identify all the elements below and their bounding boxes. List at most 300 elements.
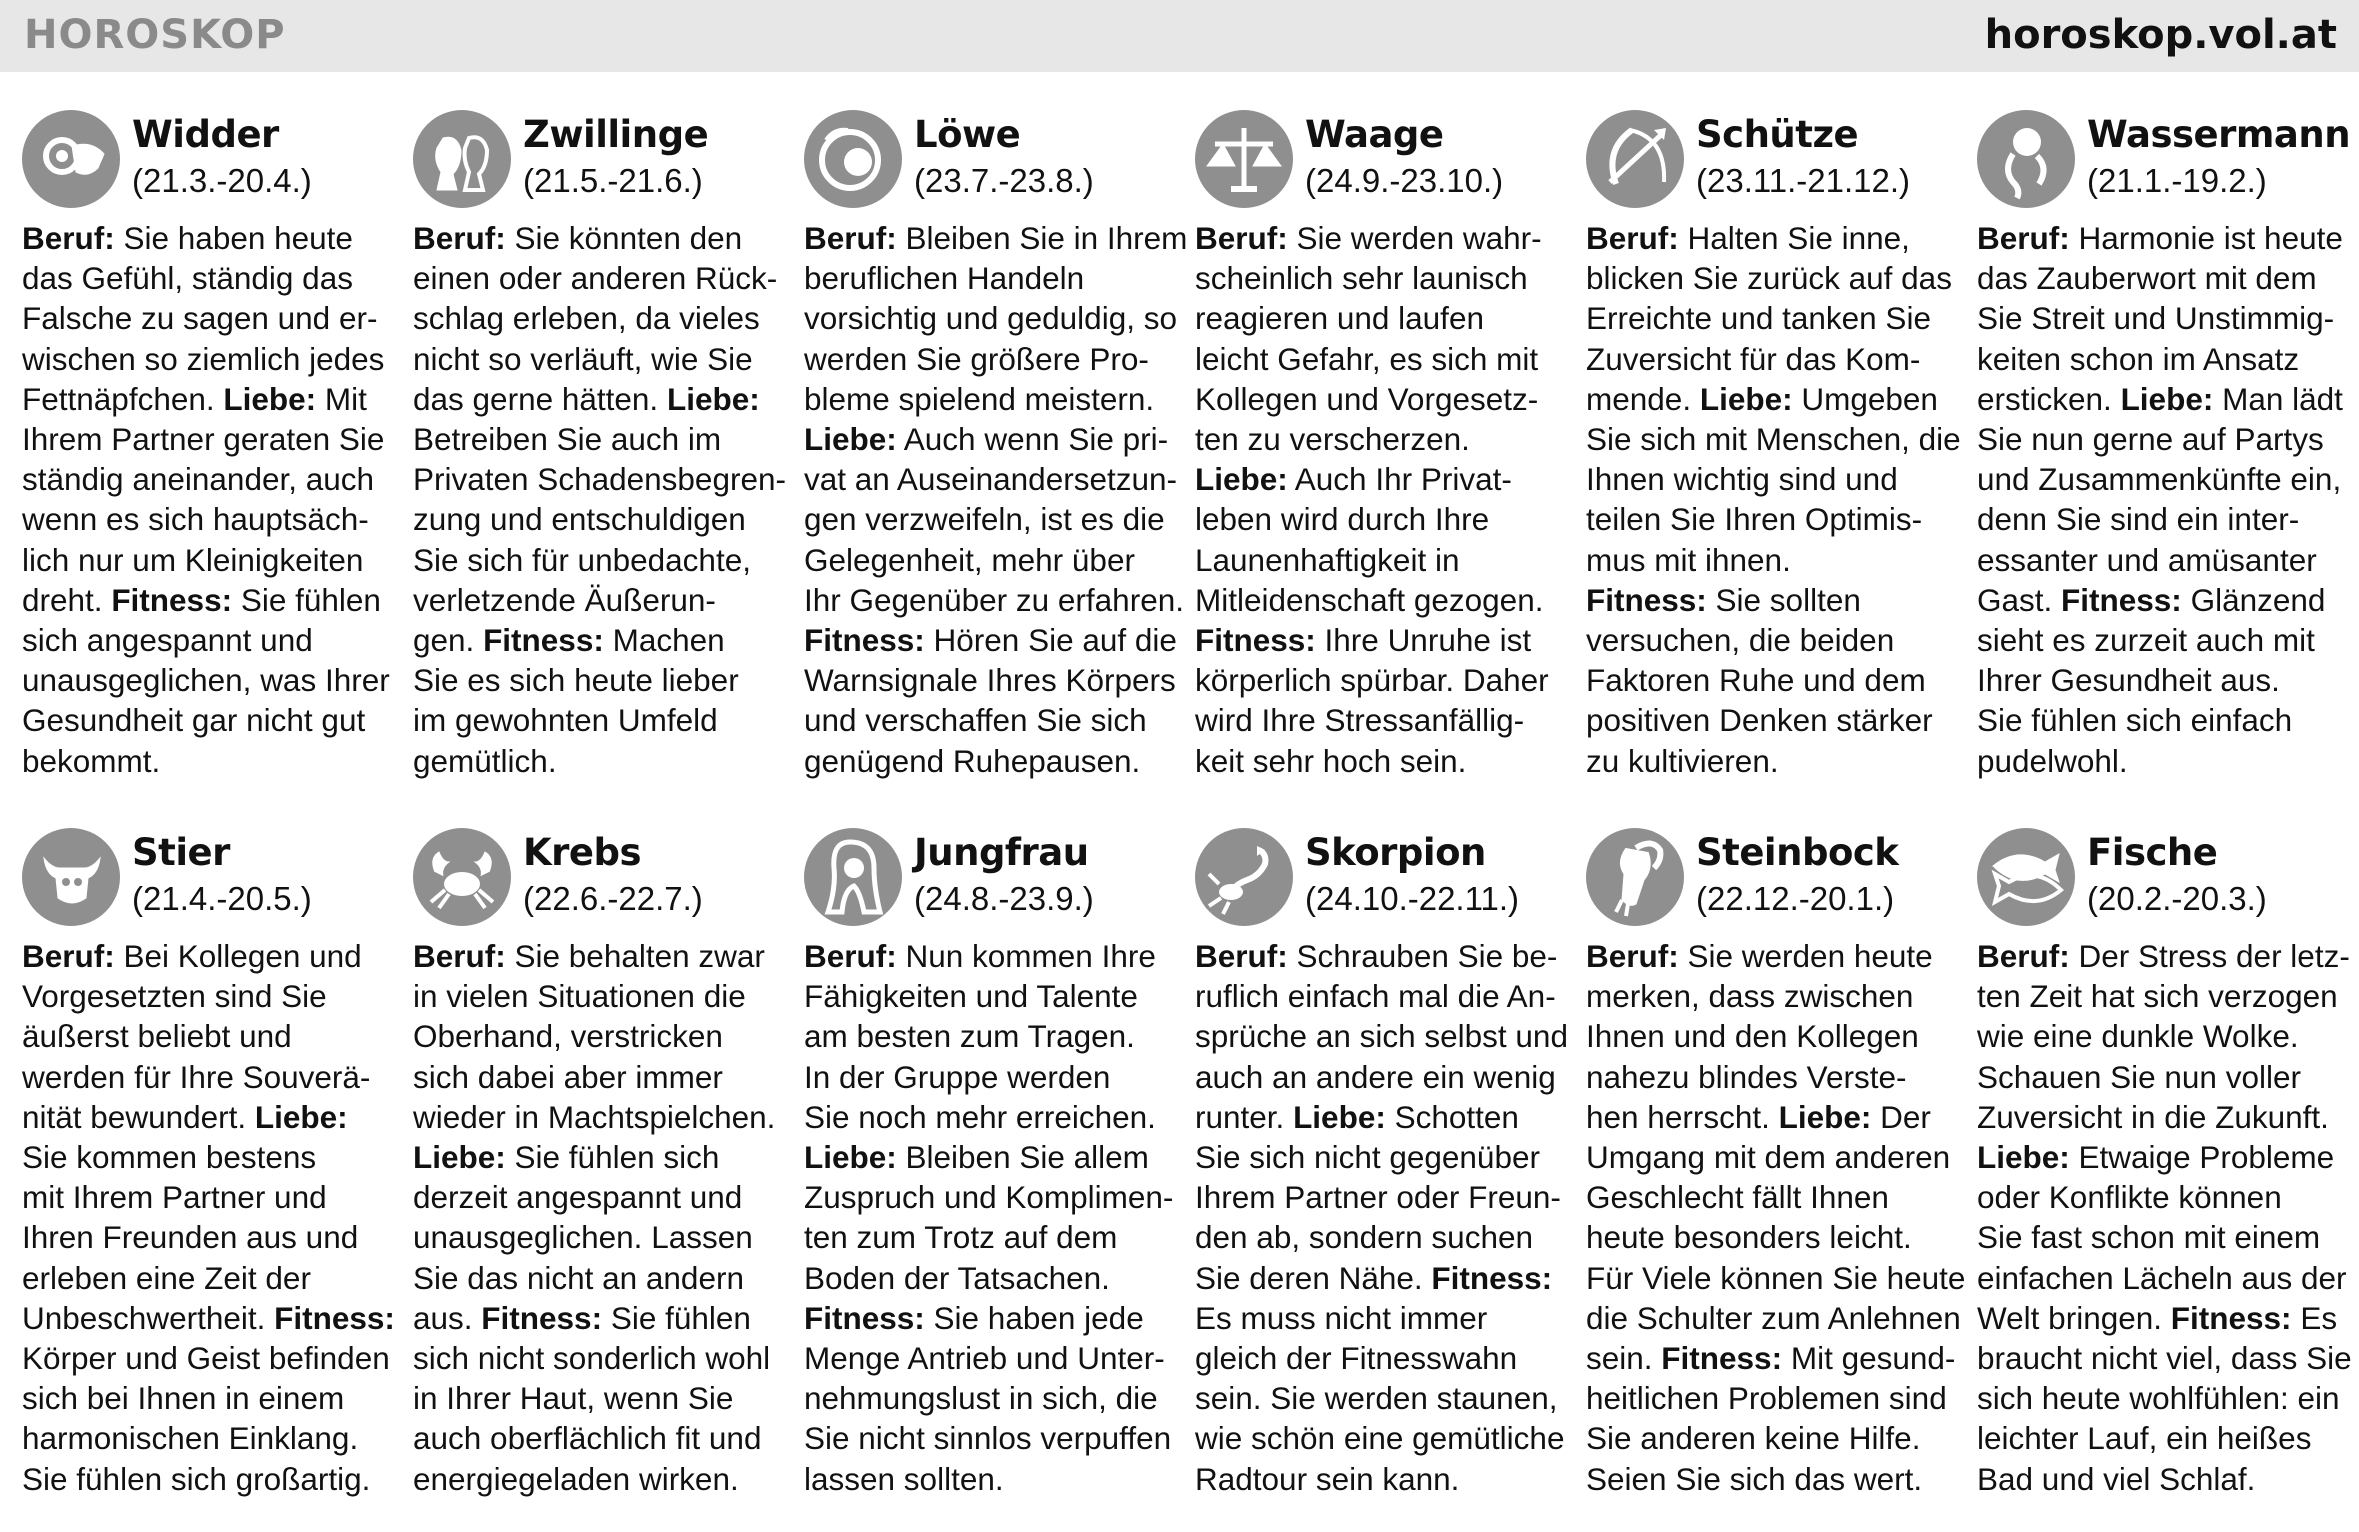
sign-name: Jungfrau <box>914 831 1089 874</box>
text-segment: ständig aneinander, auch <box>22 461 375 498</box>
text-segment: ersticken. <box>1977 380 2121 417</box>
sign-text <box>413 936 804 1499</box>
text-segment: sieht es zurzeit auch mit <box>1977 622 2315 659</box>
text-segment: sich angespannt und <box>22 622 313 659</box>
text-segment: ruflich einfach mal die An- <box>1195 978 1556 1015</box>
text-segment: Bleiben Sie in Ihrem <box>896 220 1188 256</box>
text-segment: dreht. <box>22 581 112 618</box>
text-segment: erleben eine Zeit der <box>22 1259 311 1296</box>
text-segment: Radtour sein kann. <box>1195 1460 1460 1497</box>
text-line <box>1195 620 1586 660</box>
text-segment: verletzende Äußerun- <box>413 581 716 618</box>
text-segment: Sie fühlen sich großartig. <box>22 1460 371 1497</box>
text-segment: Nun kommen Ihre <box>896 938 1156 974</box>
sign-name: Skorpion <box>1305 831 1486 874</box>
sign-name: Löwe <box>914 113 1021 156</box>
text-segment: Auch Ihr Privat- <box>1287 461 1512 498</box>
text-line <box>413 1418 804 1458</box>
archer-icon <box>1586 110 1684 208</box>
text-line <box>804 700 1195 740</box>
text-segment: Es muss nicht immer <box>1195 1299 1488 1336</box>
text-segment: Sie haben jede <box>924 1299 1144 1336</box>
text-line <box>413 620 804 660</box>
text-line <box>1195 1258 1586 1298</box>
sign-dates: (21.5.-21.6.) <box>523 162 703 199</box>
liebe-label: Liebe: <box>666 380 760 417</box>
text-segment: wieder in Machtspielchen. <box>413 1098 776 1135</box>
text-line <box>1195 1057 1586 1097</box>
text-segment: die Schulter zum Anlehnen <box>1586 1299 1961 1336</box>
text-line <box>1977 1016 2359 1056</box>
text-segment: braucht nicht viel, dass Sie <box>1977 1340 2352 1377</box>
text-segment: werden für Ihre Souverä- <box>22 1058 371 1095</box>
text-segment: in vielen Situationen die <box>413 978 746 1015</box>
text-line <box>1195 1217 1586 1257</box>
text-line <box>804 660 1195 700</box>
fitness-label: Fitness: <box>2170 1299 2292 1336</box>
text-segment: Faktoren Ruhe und dem <box>1586 662 1926 699</box>
text-line <box>1977 1298 2359 1338</box>
sign-text <box>413 218 804 781</box>
sign-dates: (21.4.-20.5.) <box>132 880 312 917</box>
text-segment: wischen so ziemlich jedes <box>22 340 385 377</box>
fitness-label: Fitness: <box>1586 581 1707 618</box>
text-segment: essanter und amüsanter <box>1977 541 2317 578</box>
water-bearer-icon <box>1977 110 2075 208</box>
text-segment: Privaten Schadensbegren- <box>413 461 786 498</box>
text-line <box>1977 580 2359 620</box>
sign-card <box>1977 110 2359 828</box>
text-segment: Zuversicht in die Zukunft. <box>1977 1098 2329 1135</box>
text-segment: einen oder anderen Rück- <box>413 260 778 297</box>
text-segment: nicht so verläuft, wie Sie <box>413 340 753 377</box>
text-segment: sein. Sie werden staunen, <box>1195 1380 1558 1417</box>
text-line <box>804 1418 1195 1458</box>
fitness-label: Fitness: <box>483 622 604 659</box>
text-segment: Gelegenheit, mehr über <box>804 541 1135 578</box>
text-segment: Sie behalten zwar <box>505 938 765 974</box>
text-segment: Gesundheit gar nicht gut <box>22 702 366 739</box>
text-line <box>1977 379 2359 419</box>
text-segment: unausgeglichen. Lassen <box>413 1219 753 1256</box>
text-segment: Erreichte und tanken Sie <box>1586 300 1931 337</box>
text-line <box>413 660 804 700</box>
text-line <box>1586 499 1977 539</box>
text-line <box>1195 1418 1586 1458</box>
ram-icon <box>22 110 120 208</box>
text-line <box>804 298 1195 338</box>
text-line <box>1977 1338 2359 1378</box>
beruf-label: Beruf: <box>804 938 897 974</box>
text-line <box>413 1016 804 1056</box>
text-line <box>1586 298 1977 338</box>
liebe-label: Liebe: <box>1977 1139 2070 1176</box>
text-segment: vorsichtig und geduldig, so <box>804 300 1177 337</box>
text-segment: scheinlich sehr launisch <box>1195 260 1528 297</box>
text-segment: Ihrer Gesundheit aus. <box>1977 662 2280 699</box>
text-line <box>804 580 1195 620</box>
text-line <box>804 258 1195 298</box>
text-line <box>1195 459 1586 499</box>
text-line <box>1977 1137 2359 1177</box>
text-line <box>804 976 1195 1016</box>
text-segment: mit Ihrem Partner und <box>22 1179 327 1216</box>
sign-card <box>413 828 804 1520</box>
sign-card <box>1586 828 1977 1520</box>
text-line <box>413 339 804 379</box>
text-line <box>804 499 1195 539</box>
text-line <box>22 1459 413 1499</box>
text-line <box>413 379 804 419</box>
text-line <box>1586 1097 1977 1137</box>
beruf-label: Beruf: <box>1195 938 1288 974</box>
text-segment: Fettnäpfchen. <box>22 380 224 417</box>
crab-icon <box>413 828 511 926</box>
text-segment: nität bewundert. <box>22 1098 255 1135</box>
sign-card <box>413 110 804 828</box>
text-line <box>22 459 413 499</box>
text-line <box>804 1177 1195 1217</box>
text-line <box>1977 339 2359 379</box>
sign-name: Stier <box>132 831 230 874</box>
sign-dates: (21.3.-20.4.) <box>132 162 312 199</box>
text-segment: Betreiben Sie auch im <box>413 421 722 458</box>
text-line <box>1195 499 1586 539</box>
text-line <box>1586 620 1977 660</box>
text-line <box>1586 1298 1977 1338</box>
text-segment: Unbeschwertheit. <box>22 1299 275 1336</box>
sign-name: Waage <box>1305 113 1444 156</box>
text-segment: Sie könnten den <box>505 220 743 256</box>
beruf-label: Beruf: <box>1586 938 1679 974</box>
beruf-label: Beruf: <box>1586 220 1679 256</box>
text-line <box>1195 218 1586 258</box>
sign-card <box>1195 110 1586 828</box>
text-line <box>22 580 413 620</box>
text-segment: Man lädt <box>2213 380 2343 417</box>
liebe-label: Liebe: <box>804 421 897 458</box>
beruf-label: Beruf: <box>413 220 506 256</box>
sign-text <box>22 218 413 781</box>
text-segment: leicht Gefahr, es sich mit <box>1195 340 1539 377</box>
text-line <box>22 379 413 419</box>
sign-name: Schütze <box>1696 113 1859 156</box>
text-segment: Ihren Freunden aus und <box>22 1219 359 1256</box>
text-line <box>413 298 804 338</box>
sign-card <box>1195 828 1586 1520</box>
goat-icon <box>1586 828 1684 926</box>
text-line <box>413 1137 804 1177</box>
text-segment: wird Ihre Stressanfällig- <box>1195 702 1525 739</box>
text-line <box>1977 419 2359 459</box>
text-line <box>804 1258 1195 1298</box>
text-line <box>804 620 1195 660</box>
text-segment: positiven Denken stärker <box>1586 702 1933 739</box>
text-segment: zung und entschuldigen <box>413 501 746 538</box>
text-line <box>1977 1258 2359 1298</box>
text-line <box>413 1298 804 1338</box>
text-line <box>1586 741 1977 781</box>
text-line <box>1586 580 1977 620</box>
text-line <box>1195 379 1586 419</box>
twins-icon <box>413 110 511 208</box>
sign-dates: (24.8.-23.9.) <box>914 880 1094 917</box>
text-line <box>1195 580 1586 620</box>
bull-icon <box>22 828 120 926</box>
text-line <box>22 298 413 338</box>
sign-dates: (21.1.-19.2.) <box>2087 162 2267 199</box>
text-line <box>22 1016 413 1056</box>
text-segment: mende. <box>1586 380 1700 417</box>
text-line <box>413 936 804 976</box>
text-line <box>22 1298 413 1338</box>
text-segment: Der <box>1871 1098 1931 1135</box>
text-segment: das gerne hätten. <box>413 380 667 417</box>
text-line <box>1586 1338 1977 1378</box>
text-line <box>1977 1177 2359 1217</box>
text-segment: Sie fühlen <box>602 1299 751 1336</box>
text-segment: denn Sie sind ein inter- <box>1977 501 2300 538</box>
text-segment: Sie fühlen <box>232 581 381 618</box>
text-segment: Falsche zu sagen und er- <box>22 300 378 337</box>
text-segment: Sie sollten <box>1706 581 1861 618</box>
text-line <box>1195 419 1586 459</box>
text-segment: heitlichen Problemen sind <box>1586 1380 1947 1417</box>
text-line <box>413 459 804 499</box>
fitness-label: Fitness: <box>1431 1259 1553 1296</box>
text-segment: Warnsignale Ihres Körpers <box>804 662 1176 699</box>
text-line <box>804 1298 1195 1338</box>
liebe-label: Liebe: <box>804 1139 897 1176</box>
text-line <box>1977 459 2359 499</box>
sign-text <box>1195 218 1586 781</box>
text-segment: nehmungslust in sich, die <box>804 1380 1158 1417</box>
fish-icon <box>1977 828 2075 926</box>
text-line <box>1586 936 1977 976</box>
text-line <box>22 936 413 976</box>
text-line <box>413 580 804 620</box>
text-line <box>1977 298 2359 338</box>
text-segment: Ihrem Partner geraten Sie <box>22 421 385 458</box>
text-line <box>413 741 804 781</box>
fitness-label: Fitness: <box>1661 1340 1783 1377</box>
text-segment: gleich der Fitnesswahn <box>1195 1340 1518 1377</box>
text-line <box>413 419 804 459</box>
fitness-label: Fitness: <box>1195 622 1316 659</box>
scorpion-icon <box>1195 828 1293 926</box>
text-line <box>22 976 413 1016</box>
sign-text <box>804 218 1195 781</box>
text-line <box>22 540 413 580</box>
text-line <box>1586 1217 1977 1257</box>
text-line <box>804 339 1195 379</box>
liebe-label: Liebe: <box>1699 380 1793 417</box>
text-segment: Umgeben <box>1792 380 1938 417</box>
sign-dates: (23.11.-21.12.) <box>1696 162 1911 199</box>
text-line <box>1586 1258 1977 1298</box>
text-segment: Zuversicht für das Kom- <box>1586 340 1921 377</box>
text-segment: In der Gruppe werden <box>804 1058 1111 1095</box>
text-segment: Fähigkeiten und Talente <box>804 978 1138 1015</box>
text-line <box>413 499 804 539</box>
sign-dates: (22.12.-20.1.) <box>1696 880 1895 917</box>
sign-name: Widder <box>132 113 279 156</box>
text-segment: leben wird durch Ihre <box>1195 501 1490 538</box>
text-line <box>1195 339 1586 379</box>
sign-card <box>1586 110 1977 828</box>
text-segment: Ihrem Partner oder Freun- <box>1195 1179 1561 1216</box>
text-segment: aus. <box>413 1299 482 1336</box>
text-segment: Menge Antrieb und Unter- <box>804 1340 1165 1377</box>
text-segment: vat an Auseinandersetzun- <box>804 461 1178 498</box>
text-line <box>413 1177 804 1217</box>
text-segment: Machen <box>603 622 725 659</box>
text-line <box>804 1097 1195 1137</box>
text-segment: Mitleidenschaft gezogen. <box>1195 581 1544 618</box>
text-segment: Umgang mit dem anderen <box>1586 1139 1951 1176</box>
text-segment: Zuspruch und Komplimen- <box>804 1179 1174 1216</box>
sign-text <box>22 936 413 1499</box>
text-line <box>1586 218 1977 258</box>
text-segment: Sie Streit und Unstimmig- <box>1977 300 2335 337</box>
sign-dates: (22.6.-22.7.) <box>523 880 703 917</box>
text-segment: Sie werden heute <box>1678 938 1933 974</box>
liebe-label: Liebe: <box>2120 380 2214 417</box>
text-segment: Ihre Unruhe ist <box>1315 622 1532 659</box>
text-segment: Boden der Tatsachen. <box>804 1259 1110 1296</box>
text-line <box>22 660 413 700</box>
text-segment: Sie werden wahr- <box>1287 220 1542 256</box>
text-line <box>1586 379 1977 419</box>
text-segment: Sie deren Nähe. <box>1195 1259 1432 1296</box>
text-segment: in Ihrer Haut, wenn Sie <box>413 1380 734 1417</box>
text-segment: Sie sich mit Menschen, die <box>1586 421 1961 458</box>
text-line <box>22 499 413 539</box>
text-segment: Mit gesund- <box>1782 1340 1956 1377</box>
text-line <box>22 620 413 660</box>
sign-dates: (24.9.-23.10.) <box>1305 162 1504 199</box>
text-line <box>1586 540 1977 580</box>
sign-name: Zwillinge <box>523 113 709 156</box>
text-line <box>804 1217 1195 1257</box>
text-line <box>413 1097 804 1137</box>
text-segment: Ihr Gegenüber zu erfahren. <box>804 581 1184 618</box>
text-segment: Für Viele können Sie heute <box>1586 1259 1966 1296</box>
text-segment: das Gefühl, ständig das <box>22 260 353 297</box>
text-line <box>1977 660 2359 700</box>
text-segment: pudelwohl. <box>1977 742 2128 779</box>
text-line <box>1195 1016 1586 1056</box>
text-segment: sich heute wohlfühlen: ein <box>1977 1380 2340 1417</box>
beruf-label: Beruf: <box>1195 220 1288 256</box>
sign-card <box>804 828 1195 1520</box>
text-segment: Launenhaftigkeit in <box>1195 541 1460 578</box>
text-segment: äußerst beliebt und <box>22 1018 292 1055</box>
liebe-label: Liebe: <box>1293 1098 1386 1135</box>
text-segment: Sie sich nicht gegenüber <box>1195 1139 1540 1176</box>
fitness-label: Fitness: <box>2061 581 2182 618</box>
text-line <box>804 540 1195 580</box>
sign-text <box>1586 218 1977 781</box>
text-line <box>22 419 413 459</box>
text-segment: Oberhand, verstricken <box>413 1018 723 1055</box>
text-line <box>413 218 804 258</box>
sign-card <box>804 110 1195 828</box>
text-line <box>804 1057 1195 1097</box>
text-segment: Hören Sie auf die <box>924 622 1177 659</box>
text-line <box>1195 1298 1586 1338</box>
text-line <box>1586 1137 1977 1177</box>
text-segment: Sie haben heute <box>114 220 353 256</box>
text-segment: Sie anderen keine Hilfe. <box>1586 1420 1921 1457</box>
text-line <box>22 1137 413 1177</box>
sign-dates: (24.10.-22.11.) <box>1305 880 1520 917</box>
text-line <box>1586 339 1977 379</box>
liebe-label: Liebe: <box>223 380 317 417</box>
text-segment: reagieren und laufen <box>1195 300 1484 337</box>
text-line <box>1586 258 1977 298</box>
text-segment: Sie nun gerne auf Partys <box>1977 421 2324 458</box>
text-segment: wenn es sich hauptsäch- <box>22 501 369 538</box>
text-line <box>1195 741 1586 781</box>
text-segment: Schrauben Sie be- <box>1287 938 1558 974</box>
text-segment: ten zum Trotz auf dem <box>804 1219 1118 1256</box>
text-line <box>1586 660 1977 700</box>
fitness-label: Fitness: <box>274 1299 395 1336</box>
header-bar <box>0 0 2359 72</box>
text-line <box>804 1016 1195 1056</box>
text-segment: Ihnen und den Kollegen <box>1586 1018 1919 1055</box>
text-segment: körperlich spürbar. Daher <box>1195 662 1549 699</box>
sign-text <box>1977 218 2359 781</box>
text-segment: Kollegen und Vorgesetz- <box>1195 380 1539 417</box>
text-segment: Es <box>2291 1299 2338 1336</box>
text-segment: derzeit angespannt und <box>413 1179 743 1216</box>
text-line <box>1195 298 1586 338</box>
text-segment: energiegeladen wirken. <box>413 1460 739 1497</box>
fitness-label: Fitness: <box>111 581 233 618</box>
text-line <box>22 1097 413 1137</box>
liebe-label: Liebe: <box>1195 461 1288 498</box>
text-line <box>1977 1057 2359 1097</box>
text-line <box>413 258 804 298</box>
sign-text <box>1977 936 2359 1499</box>
page-title: HOROSKOP <box>24 12 286 58</box>
text-segment: am besten zum Tragen. <box>804 1018 1135 1055</box>
beruf-label: Beruf: <box>22 938 115 974</box>
text-segment: und verschaffen Sie sich <box>804 702 1147 739</box>
text-segment: Mit <box>316 380 367 417</box>
text-segment: das Zauberwort mit dem <box>1977 260 2317 297</box>
text-line <box>22 1378 413 1418</box>
text-segment: Sie fühlen sich einfach <box>1977 702 2293 739</box>
text-segment: Sie sich für unbedachte, <box>413 541 751 578</box>
sign-dates: (20.2.-20.3.) <box>2087 880 2267 917</box>
text-segment: Sie fast schon mit einem <box>1977 1219 2321 1256</box>
text-line <box>1586 700 1977 740</box>
text-segment: sprüche an sich selbst und <box>1195 1018 1568 1055</box>
text-segment: und Zusammenkünfte ein, <box>1977 461 2342 498</box>
sign-text <box>1586 936 1977 1499</box>
text-segment: Gast. <box>1977 581 2062 618</box>
text-segment: hen herrscht. <box>1586 1098 1779 1135</box>
beruf-label: Beruf: <box>22 220 115 256</box>
text-line <box>22 1418 413 1458</box>
text-segment: auch oberflächlich fit und <box>413 1420 762 1457</box>
text-segment: harmonischen Einklang. <box>22 1420 359 1457</box>
text-segment: Vorgesetzten sind Sie <box>22 978 327 1015</box>
text-segment: Geschlecht fällt Ihnen <box>1586 1179 1889 1216</box>
